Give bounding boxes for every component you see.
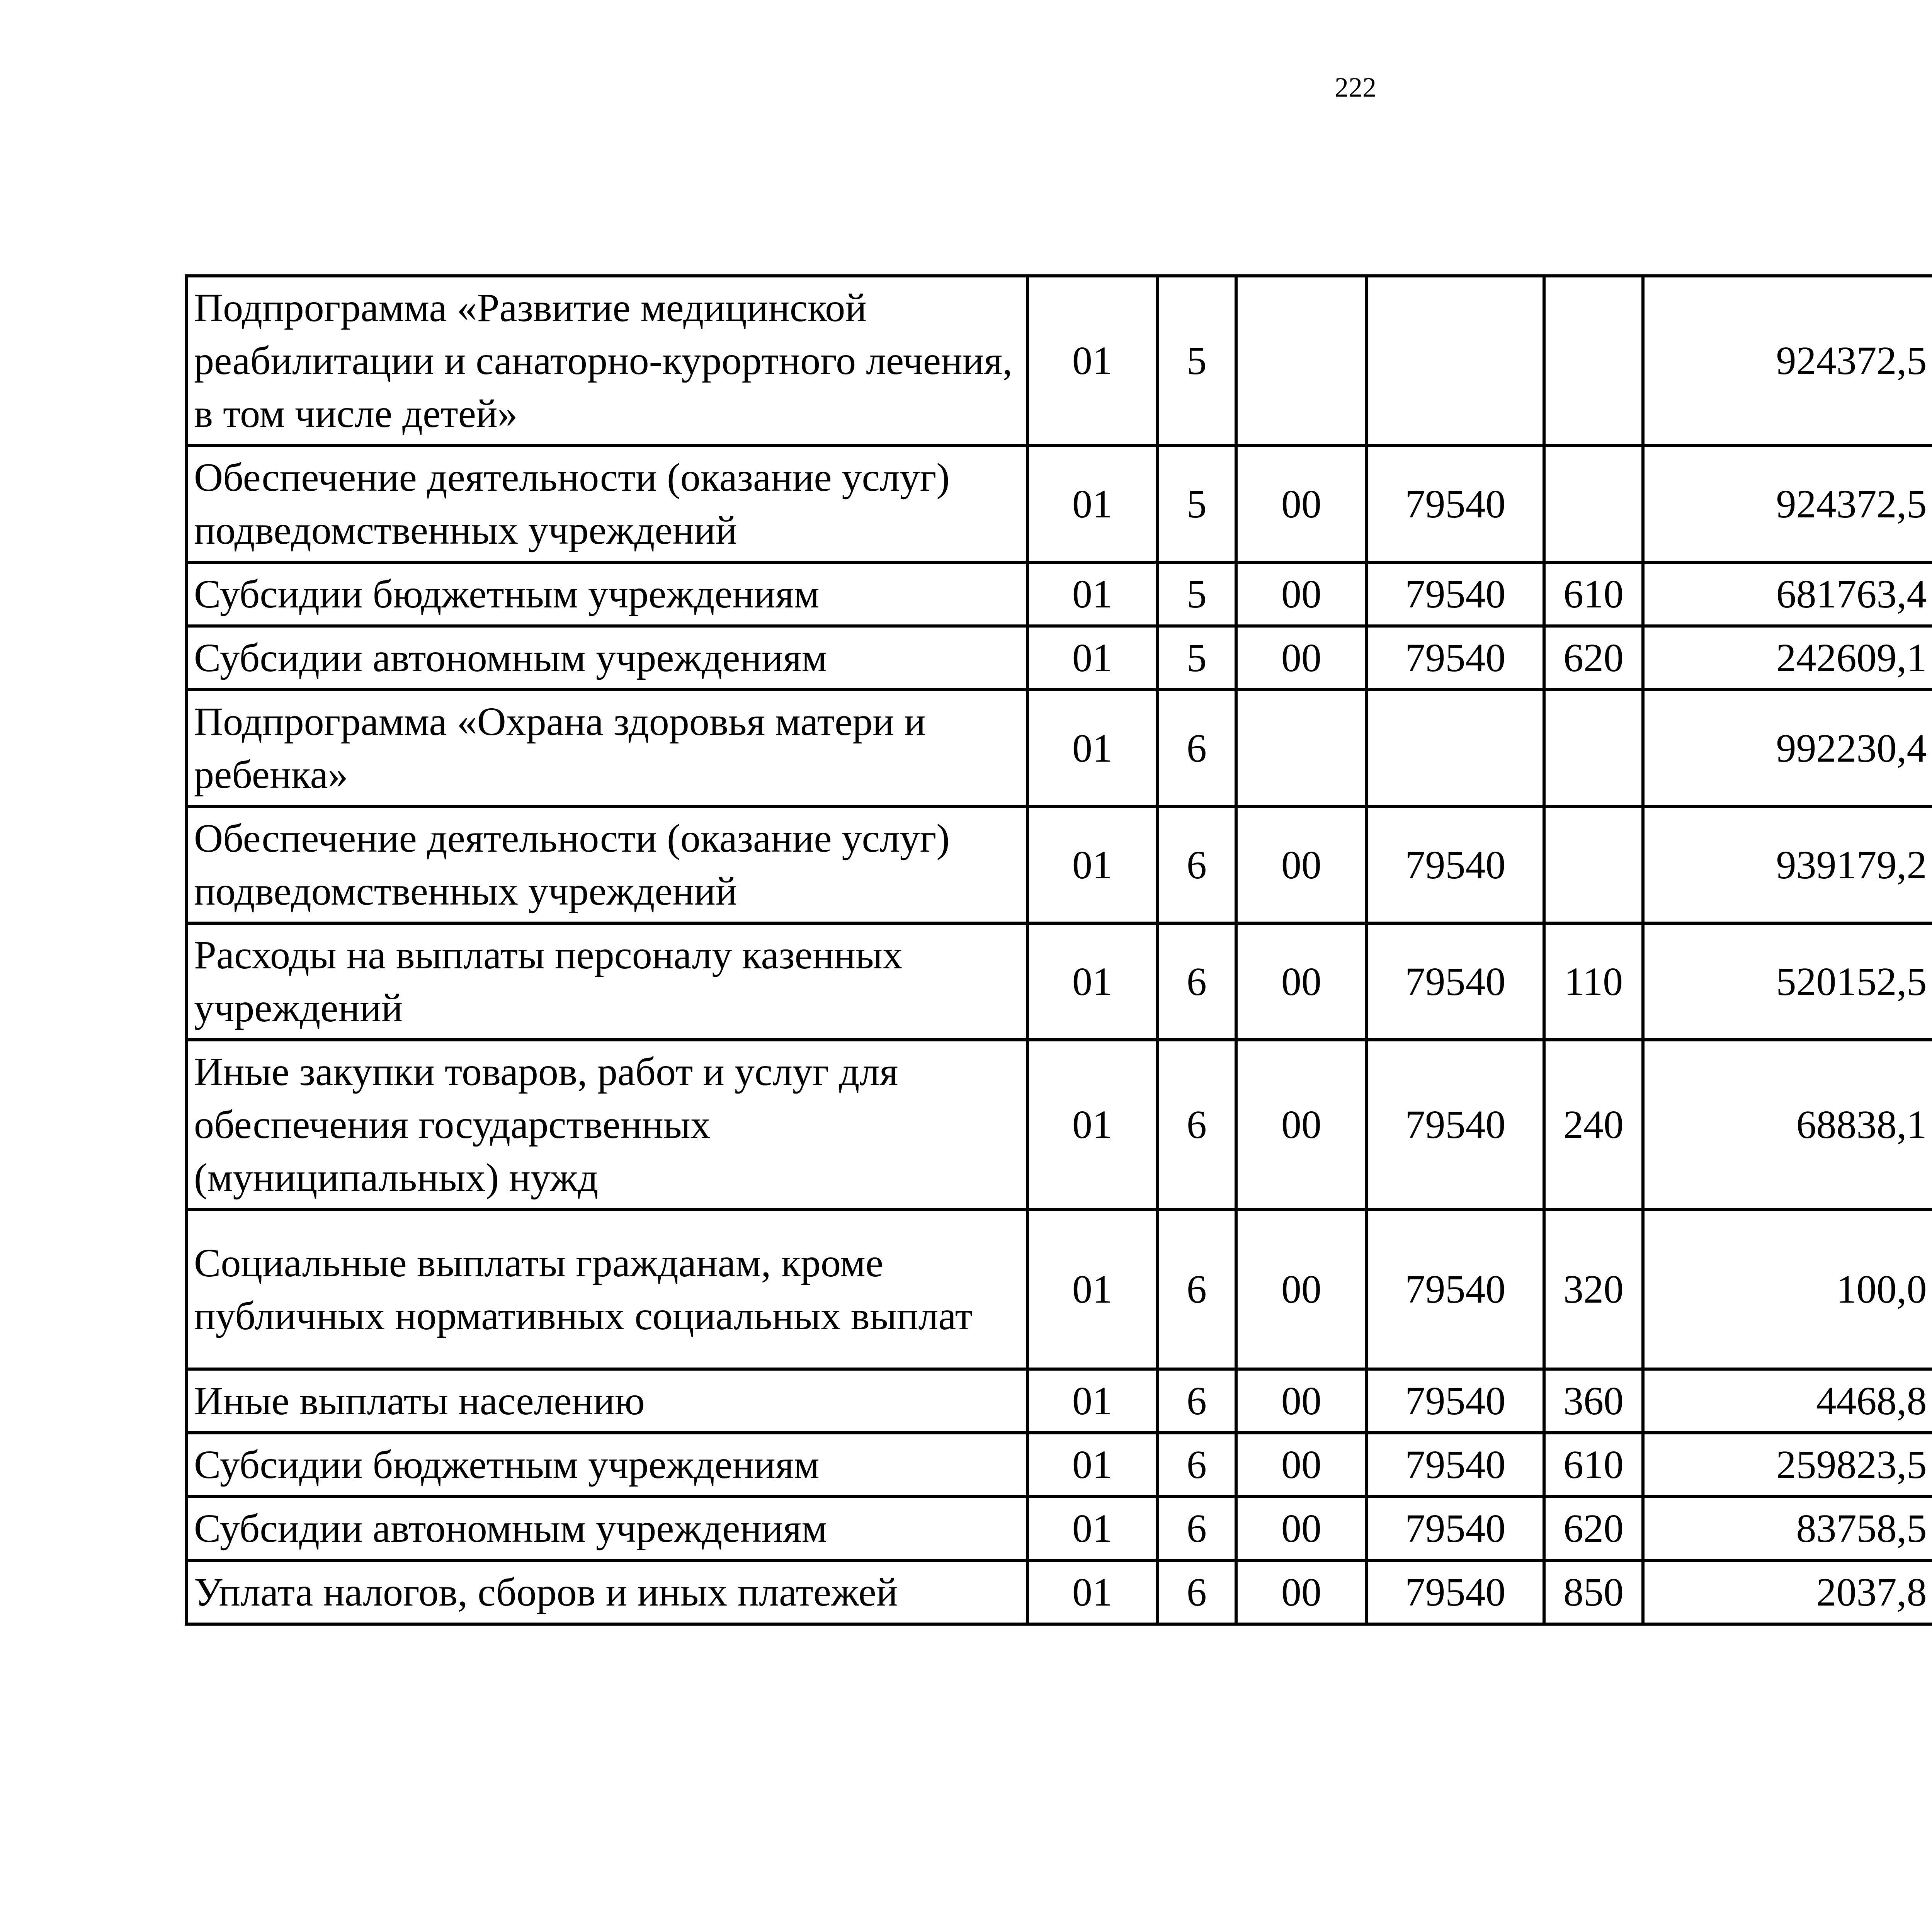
main-event-code	[1236, 690, 1367, 806]
direction-code: 79540	[1367, 923, 1544, 1040]
subprogram-code: 6	[1157, 806, 1236, 923]
subprogram-code: 6	[1157, 690, 1236, 806]
main-event-code: 00	[1236, 1369, 1367, 1433]
expense-type-code: 360	[1544, 1369, 1643, 1433]
program-code: 01	[1027, 1433, 1157, 1497]
direction-code: 79540	[1367, 1369, 1544, 1433]
expense-type-code	[1544, 690, 1643, 806]
subprogram-code: 6	[1157, 1040, 1236, 1209]
table-row	[186, 1040, 1932, 1209]
direction-code	[1367, 690, 1544, 806]
row-name: Субсидии автономным учреждениям	[186, 1497, 1027, 1560]
amount-year-1: 681763,4	[1643, 562, 1932, 626]
amount-year-1: 83758,5	[1643, 1497, 1932, 1560]
program-code: 01	[1027, 923, 1157, 1040]
subprogram-code: 6	[1157, 1433, 1236, 1497]
amount-year-1: 100,0	[1643, 1209, 1932, 1369]
table-row	[186, 1497, 1932, 1560]
amount-year-1: 520152,5	[1643, 923, 1932, 1040]
row-name: Расходы на выплаты персоналу казенных учреждений	[186, 923, 1027, 1040]
main-event-code: 00	[1236, 1497, 1367, 1560]
subprogram-code: 6	[1157, 1497, 1236, 1560]
table-row	[186, 806, 1932, 923]
expense-type-code	[1544, 806, 1643, 923]
expense-type-code: 850	[1544, 1560, 1643, 1624]
main-event-code: 00	[1236, 562, 1367, 626]
expense-type-code: 610	[1544, 562, 1643, 626]
program-code: 01	[1027, 1209, 1157, 1369]
expense-type-code: 240	[1544, 1040, 1643, 1209]
amount-year-1: 259823,5	[1643, 1433, 1932, 1497]
amount-year-1: 242609,1	[1643, 626, 1932, 690]
row-name: Обеспечение деятельности (оказание услуг) подведомственных учреждений	[186, 446, 1027, 562]
main-event-code: 00	[1236, 1560, 1367, 1624]
direction-code: 79540	[1367, 626, 1544, 690]
expense-type-code: 620	[1544, 1497, 1643, 1560]
table-row	[186, 626, 1932, 690]
row-name: Субсидии бюджетным учреждениям	[186, 562, 1027, 626]
main-event-code: 00	[1236, 1209, 1367, 1369]
expense-type-code: 610	[1544, 1433, 1643, 1497]
amount-year-1: 2037,8	[1643, 1560, 1932, 1624]
table-row	[186, 1369, 1932, 1433]
table-row	[186, 690, 1932, 806]
direction-code: 79540	[1367, 1209, 1544, 1369]
expense-type-code: 620	[1544, 626, 1643, 690]
program-code: 01	[1027, 1369, 1157, 1433]
table-row	[186, 1209, 1932, 1369]
table-row	[186, 446, 1932, 562]
row-name: Субсидии автономным учреждениям	[186, 626, 1027, 690]
row-name: Подпрограмма «Развитие медицинской реабилитации и санаторно-курортного лечения, в том числе детей»	[186, 276, 1027, 446]
program-code: 01	[1027, 1560, 1157, 1624]
program-code: 01	[1027, 690, 1157, 806]
subprogram-code: 6	[1157, 1209, 1236, 1369]
amount-year-1: 4468,8	[1643, 1369, 1932, 1433]
main-event-code: 00	[1236, 1040, 1367, 1209]
program-code: 01	[1027, 446, 1157, 562]
table-row	[186, 923, 1932, 1040]
direction-code: 79540	[1367, 446, 1544, 562]
row-name: Иные закупки товаров, работ и услуг для обеспечения государственных (муниципальных) нужд	[186, 1040, 1027, 1209]
row-name: Обеспечение деятельности (оказание услуг) подведомственных учреждений	[186, 806, 1027, 923]
table-row	[186, 562, 1932, 626]
page-number: 222	[1335, 72, 1376, 103]
row-name: Подпрограмма «Охрана здоровья матери и ребенка»	[186, 690, 1027, 806]
direction-code: 79540	[1367, 806, 1544, 923]
subprogram-code: 6	[1157, 923, 1236, 1040]
amount-year-1: 68838,1	[1643, 1040, 1932, 1209]
direction-code: 79540	[1367, 562, 1544, 626]
main-event-code: 00	[1236, 806, 1367, 923]
expense-type-code: 110	[1544, 923, 1643, 1040]
expense-type-code	[1544, 446, 1643, 562]
program-code: 01	[1027, 276, 1157, 446]
direction-code: 79540	[1367, 1040, 1544, 1209]
direction-code: 79540	[1367, 1433, 1544, 1497]
subprogram-code: 5	[1157, 276, 1236, 446]
subprogram-code: 6	[1157, 1369, 1236, 1433]
table-row	[186, 1560, 1932, 1624]
table-row	[186, 1433, 1932, 1497]
subprogram-code: 5	[1157, 446, 1236, 562]
main-event-code: 00	[1236, 923, 1367, 1040]
row-name: Субсидии бюджетным учреждениям	[186, 1433, 1027, 1497]
row-name: Уплата налогов, сборов и иных платежей	[186, 1560, 1027, 1624]
main-event-code: 00	[1236, 1433, 1367, 1497]
amount-year-1: 924372,5	[1643, 276, 1932, 446]
table-row	[186, 276, 1932, 446]
row-name: Социальные выплаты гражданам, кроме публичных нормативных социальных выплат	[186, 1209, 1027, 1369]
main-event-code: 00	[1236, 446, 1367, 562]
amount-year-1: 924372,5	[1643, 446, 1932, 562]
program-code: 01	[1027, 806, 1157, 923]
subprogram-code: 5	[1157, 626, 1236, 690]
row-name: Иные выплаты населению	[186, 1369, 1027, 1433]
expense-type-code	[1544, 276, 1643, 446]
expense-type-code: 320	[1544, 1209, 1643, 1369]
main-event-code: 00	[1236, 626, 1367, 690]
amount-year-1: 992230,4	[1643, 690, 1932, 806]
program-code: 01	[1027, 1040, 1157, 1209]
direction-code	[1367, 276, 1544, 446]
program-code: 01	[1027, 626, 1157, 690]
main-event-code	[1236, 276, 1367, 446]
direction-code: 79540	[1367, 1497, 1544, 1560]
direction-code: 79540	[1367, 1560, 1544, 1624]
budget-table-body	[186, 276, 1932, 1624]
amount-year-1: 939179,2	[1643, 806, 1932, 923]
budget-table	[185, 274, 1932, 1626]
program-code: 01	[1027, 1497, 1157, 1560]
subprogram-code: 6	[1157, 1560, 1236, 1624]
subprogram-code: 5	[1157, 562, 1236, 626]
program-code: 01	[1027, 562, 1157, 626]
